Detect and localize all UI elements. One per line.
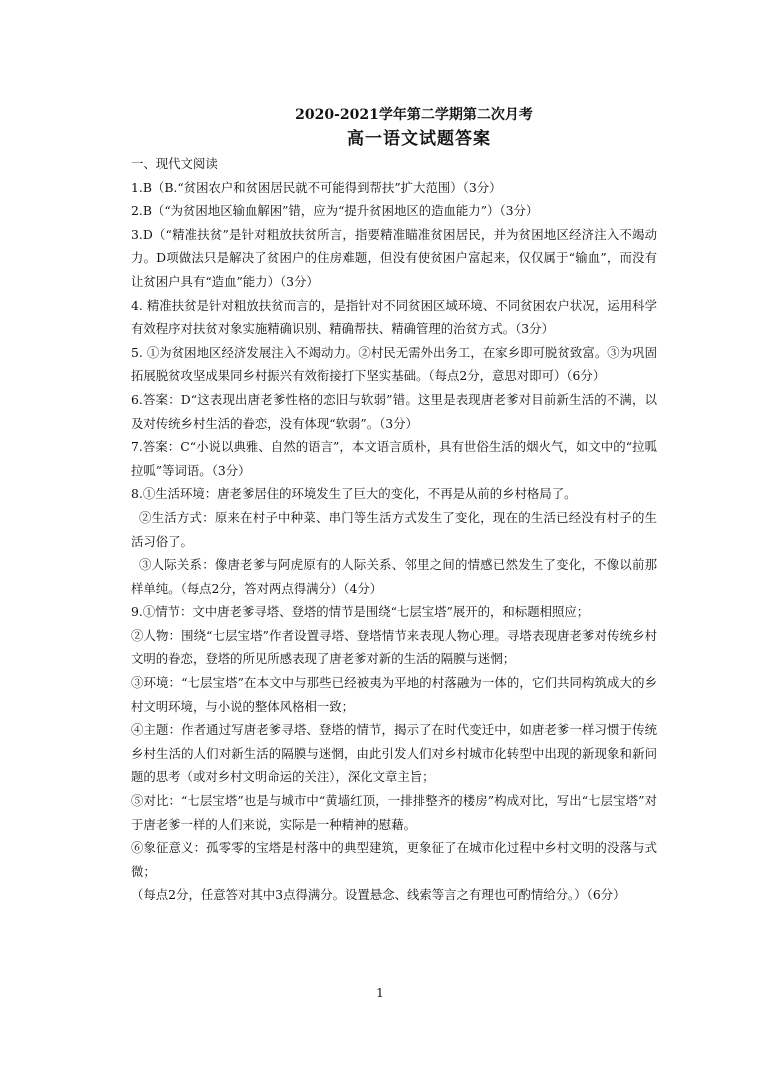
answer-item: 3.D（“精准扶贫”是针对粗放扶贫所言，指要精准瞄准贫困居民，并为贫困地区经济注入不竭动力。D项做法只是解决了贫困户的住房难题，但没有使贫困户富起来，仅仅属于“输血”，而没有让贫困户具有“造血”能力）（3分） [131, 226, 657, 289]
answer-point: ③环境：“七层宝塔”在本文中与那些已经被夷为平地的村落融为一体的，它们共同构筑成大的乡村文明环境，与小说的整体风格相一致； [131, 675, 657, 714]
answer-item: 4. 精准扶贫是针对粗放扶贫而言的，是指针对不同贫困区域环境、不同贫困农户状况，运用科学有效程序对扶贫对象实施精确识别、精确帮扶、精确管理的治贫方式。（3分） [131, 297, 657, 337]
page-number: 1 [376, 986, 384, 1000]
answer-item: 5. ①为贫困地区经济发展注入不竭动力。②村民无需外出务工，在家乡即可脱贫致富。③为巩固拓展脱贫攻坚成果同乡村振兴有效衔接打下坚实基础。（每点2分，意思对即可）（6分） [131, 344, 657, 384]
scoring-note: （每点2分，任意答对其中3点得满分。设置悬念、线索等言之有理也可酌情给分。）（6分） [131, 887, 626, 903]
answer-item: 1.B（B.“贫困农户和贫困居民就不可能得到帮扶”扩大范围）（3分） [131, 179, 502, 195]
answer-item: 6.答案：D“这表现出唐老爹性格的恋旧与软弱”错。这里是表现唐老爹对目前新生活的不满，以及对传统乡村生活的眷恋，没有体现“软弱”。（3分） [131, 391, 657, 431]
exam-title: 2020-2021学年第二学期第二次月考 [295, 107, 533, 123]
answer-item: 8.①生活环境：唐老爹居住的环境发生了巨大的变化，不再是从前的乡村格局了。 [131, 486, 577, 502]
section-heading: 一、现代文阅读 [131, 156, 218, 171]
answer-title: 高一语文试题答案 [347, 129, 491, 149]
answer-point: ⑥象征意义：孤零零的宝塔是村落中的典型建筑，更象征了在城市化过程中乡村文明的没落与式微； [131, 840, 657, 879]
answer-point: ④主题：作者通过写唐老爹寻塔、登塔的情节，揭示了在时代变迁中，如唐老爹一样习惯于传统乡村生活的人们对新生活的隔膜与迷惘，由此引发人们对乡村城市化转型中出现的新现象和新问题的思考（或对乡村文明命运的关注），深化文章主旨； [131, 722, 657, 785]
answer-item: 7.答案：C“小说以典雅、自然的语言”，本文语言质朴，具有世俗生活的烟火气，如文中的“拉呱拉呱”等词语。（3分） [131, 439, 657, 478]
answer-subpoint: ②生活方式：原来在村子中种菜、串门等生活方式发生了变化，现在的生活已经没有村子的生活习俗了。 [131, 509, 657, 549]
answer-item: 2.B（“为贫困地区输血解困”错，应为“提升贫困地区的造血能力”）（3分） [131, 203, 539, 219]
answer-point: 9.①情节：文中唐老爹寻塔、登塔的情节是围绕“七层宝塔”展开的，和标题相照应； [131, 604, 590, 620]
answer-subpoint: ③人际关系：像唐老爹与阿虎原有的人际关系、邻里之间的情感已然发生了变化，不像以前那样单纯。（每点2分，答对两点得满分）（4分） [131, 557, 657, 596]
answer-point: ②人物：围绕“七层宝塔”作者设置寻塔、登塔情节来表现人物心理。寻塔表现唐老爹对传统乡村文明的眷恋，登塔的所见所感表现了唐老爹对新的生活的隔膜与迷惘； [131, 627, 657, 667]
answer-content [131, 104, 657, 907]
answer-point: ⑤对比：“七层宝塔”也是与城市中“黄墙红顶，一排排整齐的楼房”构成对比，写出“七层宝塔”对于唐老爹一样的人们来说，实际是一种精神的慰藉。 [131, 793, 657, 832]
